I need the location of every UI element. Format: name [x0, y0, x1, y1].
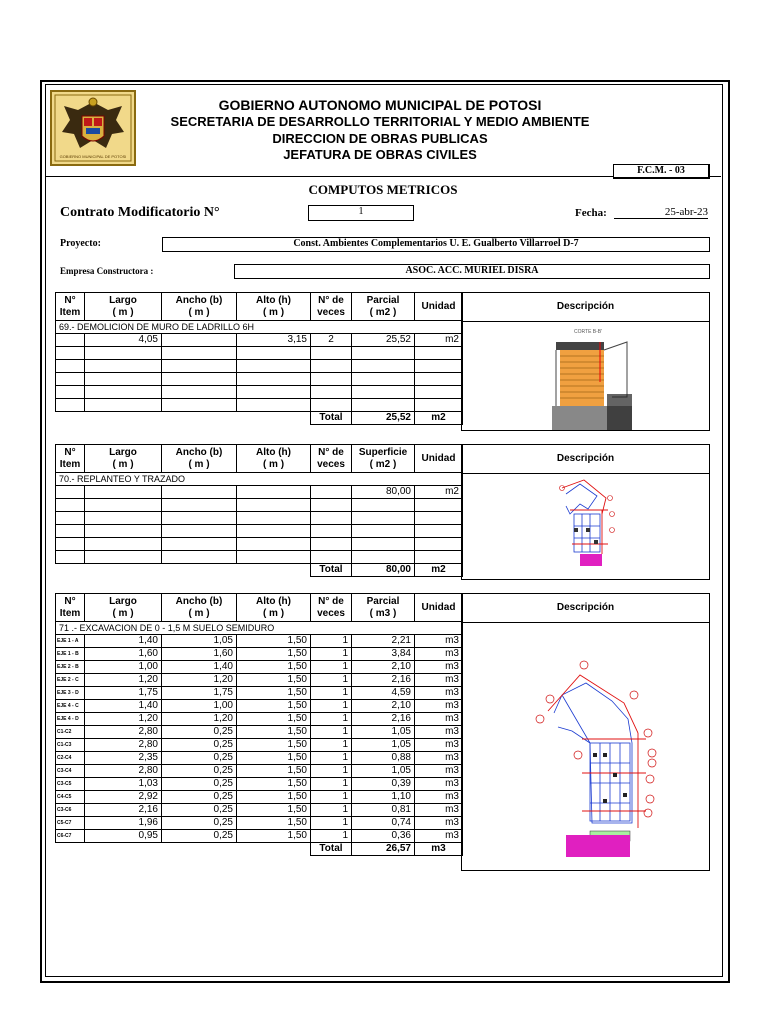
largo-cell: 2,80	[85, 765, 162, 778]
ancho-cell: 1,05	[162, 635, 237, 648]
parcial-cell: 2,10	[352, 700, 415, 713]
alto-cell: 1,50	[237, 635, 311, 648]
alto-cell: 1,50	[237, 804, 311, 817]
veces-cell: 1	[311, 791, 352, 804]
unidad-cell: m3	[415, 674, 463, 687]
total-label: Total	[311, 843, 352, 856]
ancho-cell: 0,25	[162, 817, 237, 830]
col-unidad-header: Unidad	[415, 445, 463, 473]
parcial-cell: 2,10	[352, 661, 415, 674]
col-alto-header: Alto (h) ( m )	[237, 445, 311, 473]
col-ancho-header: Ancho (b) ( m )	[162, 293, 237, 321]
veces-cell: 1	[311, 817, 352, 830]
table-row	[56, 648, 463, 661]
total-value: 80,00	[352, 564, 415, 577]
table-row	[56, 778, 463, 791]
foundation-plan-drawing	[462, 623, 709, 870]
superficie-cell: 80,00	[352, 486, 415, 499]
section-title: 70.- REPLANTEO Y TRAZADO	[56, 473, 463, 486]
table-row	[56, 804, 463, 817]
veces-cell: 1	[311, 752, 352, 765]
largo-cell: 0,95	[85, 830, 162, 843]
section-69-table	[55, 292, 463, 425]
header-line3: DIRECCION DE OBRAS PUBLICAS	[272, 131, 488, 146]
ancho-cell: 0,25	[162, 804, 237, 817]
col-item-header: N° Item	[56, 293, 85, 321]
parcial-cell: 25,52	[352, 334, 415, 347]
ancho-cell: 0,25	[162, 739, 237, 752]
alto-cell: 1,50	[237, 726, 311, 739]
layout-plan-drawing	[462, 474, 709, 579]
veces-cell: 1	[311, 648, 352, 661]
row-label: C1-C2	[56, 726, 85, 739]
table-row	[56, 817, 463, 830]
empty-row	[56, 538, 463, 551]
row-label	[56, 486, 85, 499]
header-line2: SECRETARIA DE DESARROLLO TERRITORIAL Y MEDIO AMBIENTE	[170, 114, 590, 129]
ancho-cell: 1,40	[162, 661, 237, 674]
ancho-cell	[162, 334, 237, 347]
largo-cell: 1,75	[85, 687, 162, 700]
total-value: 26,57	[352, 843, 415, 856]
parcial-cell: 1,05	[352, 726, 415, 739]
table-row	[56, 661, 463, 674]
row-label: EJE 1 - A	[56, 635, 85, 648]
total-unit: m3	[415, 843, 463, 856]
parcial-cell: 0,88	[352, 752, 415, 765]
alto-cell	[237, 486, 311, 499]
ancho-cell: 0,25	[162, 830, 237, 843]
veces-cell	[311, 486, 352, 499]
ancho-cell: 0,25	[162, 726, 237, 739]
largo-cell: 1,20	[85, 674, 162, 687]
col-ancho-header: Ancho (b) ( m )	[162, 594, 237, 622]
svg-text:CORTE B-B': CORTE B-B'	[574, 329, 603, 335]
table-row	[56, 486, 463, 499]
section-70-table	[55, 444, 463, 577]
row-label: C3-C5	[56, 778, 85, 791]
alto-cell: 1,50	[237, 830, 311, 843]
table-row	[56, 726, 463, 739]
empty-row	[56, 551, 463, 564]
alto-cell: 1,50	[237, 778, 311, 791]
col-alto-header: Alto (h) ( m )	[237, 594, 311, 622]
total-label: Total	[311, 412, 352, 425]
section-70-description	[461, 444, 710, 580]
unidad-cell: m3	[415, 765, 463, 778]
empty-row	[56, 512, 463, 525]
largo-cell: 1,40	[85, 700, 162, 713]
veces-cell: 1	[311, 713, 352, 726]
unidad-cell: m3	[415, 713, 463, 726]
svg-text:GOBIERNO MUNICIPAL DE POTOSI: GOBIERNO MUNICIPAL DE POTOSI	[59, 154, 127, 159]
col-largo-header: Largo ( m )	[85, 445, 162, 473]
largo-cell: 1,00	[85, 661, 162, 674]
unidad-cell: m3	[415, 778, 463, 791]
empty-row	[56, 525, 463, 538]
company-label: Empresa Constructora :	[60, 266, 154, 276]
col-largo-header: Largo ( m )	[85, 293, 162, 321]
row-label: C5-C7	[56, 817, 85, 830]
coat-of-arms-logo	[50, 90, 136, 166]
section-71-rows	[56, 635, 463, 843]
col-unidad-header: Unidad	[415, 293, 463, 321]
project-label: Proyecto:	[60, 238, 101, 249]
largo-cell: 2,80	[85, 726, 162, 739]
table-row	[56, 791, 463, 804]
alto-cell: 1,50	[237, 713, 311, 726]
largo-cell: 2,92	[85, 791, 162, 804]
ancho-cell: 0,25	[162, 752, 237, 765]
row-label: EJE 1 - B	[56, 648, 85, 661]
col-item-header: N° Item	[56, 445, 85, 473]
date-label: Fecha:	[575, 207, 607, 219]
col-unidad-header: Unidad	[415, 594, 463, 622]
unidad-cell: m3	[415, 661, 463, 674]
description-header: Descripción	[462, 293, 709, 322]
col-alto-header: Alto (h) ( m )	[237, 293, 311, 321]
veces-cell: 1	[311, 830, 352, 843]
veces-cell: 1	[311, 674, 352, 687]
document-title: COMPUTOS METRICOS	[308, 182, 458, 197]
largo-cell: 2,16	[85, 804, 162, 817]
description-header: Descripción	[462, 594, 709, 623]
veces-cell: 1	[311, 687, 352, 700]
project-name: Const. Ambientes Complementarios U. E. Gualberto Villarroel D-7	[162, 237, 710, 252]
parcial-cell: 3,84	[352, 648, 415, 661]
row-label: C4-C5	[56, 791, 85, 804]
table-row	[56, 765, 463, 778]
section-71-description	[461, 593, 710, 871]
unidad-cell: m3	[415, 739, 463, 752]
ancho-cell: 0,25	[162, 791, 237, 804]
unidad-cell: m3	[415, 687, 463, 700]
veces-cell: 1	[311, 700, 352, 713]
col-parcial-header: Parcial ( m3 )	[352, 594, 415, 622]
row-label	[56, 334, 85, 347]
parcial-cell: 0,36	[352, 830, 415, 843]
wall-section-drawing	[462, 322, 709, 430]
table-row	[56, 700, 463, 713]
unidad-cell: m3	[415, 700, 463, 713]
total-unit: m2	[415, 412, 463, 425]
empty-row	[56, 373, 463, 386]
table-row	[56, 635, 463, 648]
header-line4: JEFATURA DE OBRAS CIVILES	[283, 147, 477, 162]
ancho-cell: 1,60	[162, 648, 237, 661]
company-name: ASOC. ACC. MURIEL DISRA	[234, 264, 710, 279]
ancho-cell: 1,20	[162, 713, 237, 726]
unidad-cell: m3	[415, 817, 463, 830]
total-value: 25,52	[352, 412, 415, 425]
col-veces-header: N° de veces	[311, 594, 352, 622]
table-row	[56, 713, 463, 726]
alto-cell: 1,50	[237, 700, 311, 713]
row-label: C3-C6	[56, 804, 85, 817]
row-label: C3-C4	[56, 765, 85, 778]
parcial-cell: 4,59	[352, 687, 415, 700]
empty-row	[56, 399, 463, 412]
alto-cell: 1,50	[237, 765, 311, 778]
parcial-cell: 2,21	[352, 635, 415, 648]
alto-cell: 1,50	[237, 791, 311, 804]
unidad-cell: m2	[415, 486, 463, 499]
largo-cell: 1,40	[85, 635, 162, 648]
unidad-cell: m3	[415, 752, 463, 765]
alto-cell: 1,50	[237, 674, 311, 687]
veces-cell: 1	[311, 661, 352, 674]
parcial-cell: 1,05	[352, 739, 415, 752]
parcial-cell: 0,39	[352, 778, 415, 791]
row-label: C6-C7	[56, 830, 85, 843]
parcial-cell: 2,16	[352, 713, 415, 726]
largo-cell: 2,35	[85, 752, 162, 765]
veces-cell: 1	[311, 765, 352, 778]
unidad-cell: m3	[415, 830, 463, 843]
unidad-cell: m3	[415, 726, 463, 739]
parcial-cell: 2,16	[352, 674, 415, 687]
col-ancho-header: Ancho (b) ( m )	[162, 445, 237, 473]
alto-cell: 1,50	[237, 817, 311, 830]
unidad-cell: m3	[415, 648, 463, 661]
alto-cell: 1,50	[237, 687, 311, 700]
unidad-cell: m2	[415, 334, 463, 347]
largo-cell: 1,96	[85, 817, 162, 830]
alto-cell: 3,15	[237, 334, 311, 347]
alto-cell: 1,50	[237, 752, 311, 765]
largo-cell	[85, 486, 162, 499]
contract-number: 1	[308, 205, 414, 221]
table-row	[56, 334, 463, 347]
unidad-cell: m3	[415, 804, 463, 817]
col-superficie-header: Superficie ( m2 )	[352, 445, 415, 473]
description-header: Descripción	[462, 445, 709, 474]
ancho-cell: 1,20	[162, 674, 237, 687]
row-label: C1-C3	[56, 739, 85, 752]
ancho-cell: 1,00	[162, 700, 237, 713]
veces-cell: 1	[311, 804, 352, 817]
empty-row	[56, 347, 463, 360]
empty-row	[56, 499, 463, 512]
section-71-table	[55, 593, 463, 856]
col-item-header: N° Item	[56, 594, 85, 622]
alto-cell: 1,50	[237, 661, 311, 674]
table-row	[56, 830, 463, 843]
ancho-cell: 0,25	[162, 778, 237, 791]
col-veces-header: N° de veces	[311, 293, 352, 321]
row-label: EJE 4 - D	[56, 713, 85, 726]
row-label: EJE 2 - B	[56, 661, 85, 674]
section-title: 71 .- EXCAVACION DE 0 - 1,5 M SUELO SEMIDURO	[56, 622, 463, 635]
total-label: Total	[311, 564, 352, 577]
largo-cell: 1,03	[85, 778, 162, 791]
table-row	[56, 739, 463, 752]
row-label: EJE 4 - C	[56, 700, 85, 713]
date-value: 25-abr-23	[614, 206, 708, 219]
row-label: C2-C4	[56, 752, 85, 765]
section-69-description	[461, 292, 710, 431]
form-code: F.C.M. - 03	[613, 164, 710, 179]
ancho-cell: 1,75	[162, 687, 237, 700]
parcial-cell: 1,10	[352, 791, 415, 804]
veces-cell: 1	[311, 778, 352, 791]
ancho-cell	[162, 486, 237, 499]
table-row	[56, 687, 463, 700]
veces-cell: 1	[311, 726, 352, 739]
contract-label: Contrato Modificatorio N°	[60, 205, 220, 220]
parcial-cell: 1,05	[352, 765, 415, 778]
col-veces-header: N° de veces	[311, 445, 352, 473]
largo-cell: 2,80	[85, 739, 162, 752]
row-label: EJE 2 - C	[56, 674, 85, 687]
table-row	[56, 674, 463, 687]
veces-cell: 2	[311, 334, 352, 347]
empty-row	[56, 386, 463, 399]
parcial-cell: 0,81	[352, 804, 415, 817]
unidad-cell: m3	[415, 635, 463, 648]
alto-cell: 1,50	[237, 648, 311, 661]
row-label: EJE 3 - D	[56, 687, 85, 700]
col-largo-header: Largo ( m )	[85, 594, 162, 622]
unidad-cell: m3	[415, 791, 463, 804]
col-parcial-header: Parcial ( m2 )	[352, 293, 415, 321]
table-row	[56, 752, 463, 765]
largo-cell: 4,05	[85, 334, 162, 347]
alto-cell: 1,50	[237, 739, 311, 752]
header-line1: GOBIERNO AUTONOMO MUNICIPAL DE POTOSI	[218, 97, 542, 113]
veces-cell: 1	[311, 739, 352, 752]
empty-row	[56, 360, 463, 373]
total-unit: m2	[415, 564, 463, 577]
largo-cell: 1,60	[85, 648, 162, 661]
ancho-cell: 0,25	[162, 765, 237, 778]
veces-cell: 1	[311, 635, 352, 648]
section-title: 69.- DEMOLICION DE MURO DE LADRILLO 6H	[56, 321, 463, 334]
largo-cell: 1,20	[85, 713, 162, 726]
parcial-cell: 0,74	[352, 817, 415, 830]
